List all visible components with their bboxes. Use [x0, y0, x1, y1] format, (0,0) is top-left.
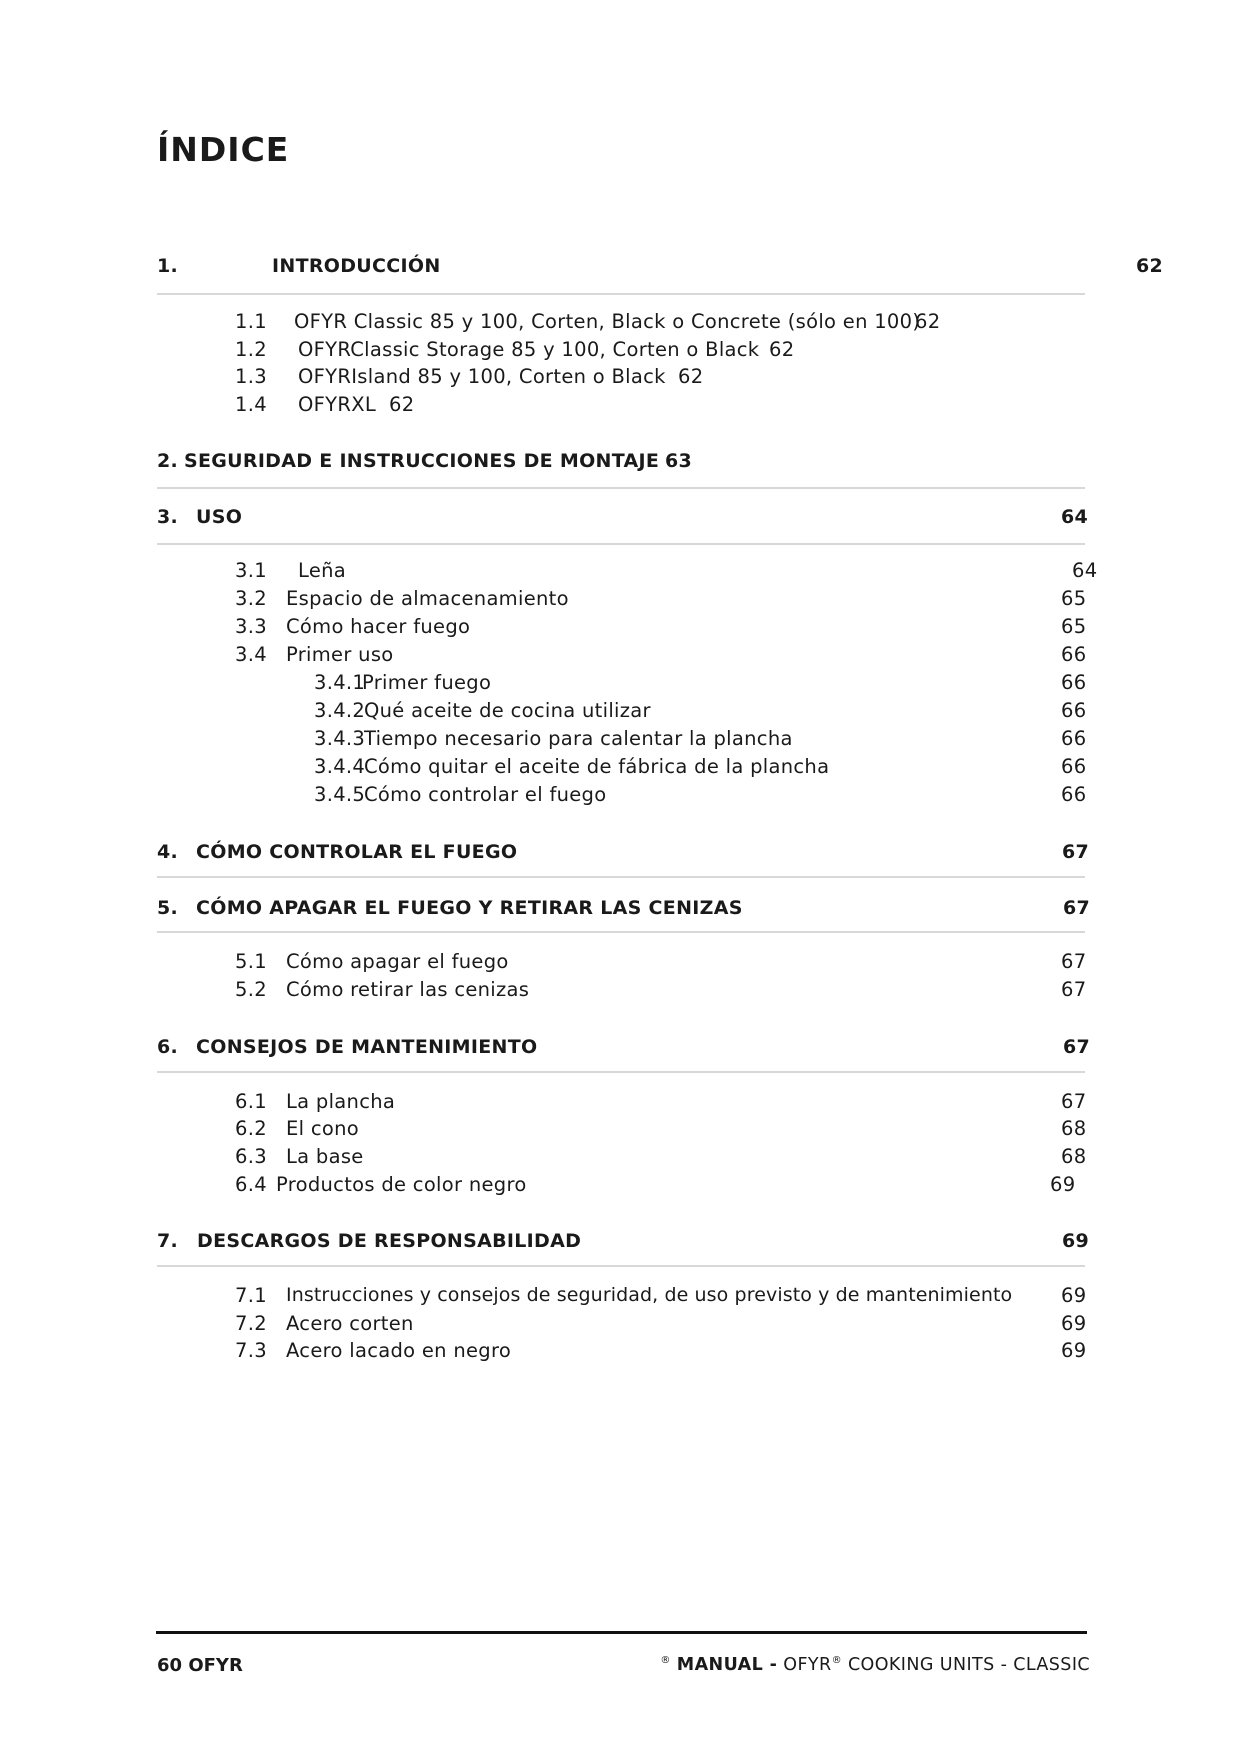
subsection-number: 3.4.5 — [314, 783, 366, 806]
footer-page-label: 60 OFYR — [157, 1655, 243, 1676]
subsection-title[interactable]: Cómo quitar el aceite de fábrica de la plancha — [364, 755, 830, 778]
subsection-page: 65 — [1061, 587, 1087, 610]
subsection-page: 66 — [1061, 671, 1087, 694]
subsection-title[interactable]: Primer uso — [286, 643, 394, 666]
subsection-page: 69 — [1061, 1312, 1087, 1335]
footer-manual: MANUAL - — [676, 1655, 778, 1675]
subsection-number: 5.2 — [235, 978, 267, 1001]
section-page: 64 — [1061, 506, 1089, 528]
subsection-number: 7.1 — [235, 1284, 267, 1307]
section-page: 63 — [665, 450, 693, 472]
divider — [157, 487, 1085, 489]
subsection-page: 68 — [1061, 1117, 1087, 1140]
divider — [157, 876, 1085, 878]
divider — [157, 1071, 1085, 1073]
subsection-page: 66 — [1061, 643, 1087, 666]
subsection-number: 3.4.3 — [314, 727, 366, 750]
section-number: 7. — [157, 1230, 179, 1252]
subsection-title[interactable]: Cómo controlar el fuego — [364, 783, 607, 806]
footer-divider — [156, 1631, 1087, 1634]
subsection-page: 69 — [1061, 1284, 1087, 1307]
divider — [157, 931, 1085, 933]
section-title[interactable]: DESCARGOS DE RESPONSABILIDAD — [197, 1230, 582, 1252]
subsection-page: 67 — [1061, 1090, 1087, 1113]
section-page: 69 — [1062, 1230, 1090, 1252]
subsection-title[interactable]: Productos de color negro — [276, 1173, 527, 1196]
subsection-number: 6.2 — [235, 1117, 267, 1140]
subsection-title[interactable]: Instrucciones y consejos de seguridad, de uso previsto y de mantenimiento — [286, 1284, 1013, 1306]
subsection-page: 68 — [1061, 1145, 1087, 1168]
registered-mark: ® — [660, 1655, 671, 1667]
subsection-page: 69 — [1050, 1173, 1076, 1196]
subsection-title[interactable]: La base — [286, 1145, 364, 1168]
subsection-page: 65 — [1061, 615, 1087, 638]
divider — [157, 293, 1085, 295]
subsection-title[interactable]: Leña — [298, 559, 347, 582]
subsection-page: 62 — [769, 338, 795, 361]
subsection-title[interactable]: OFYRIsland 85 y 100, Corten o Black — [298, 365, 666, 388]
subsection-page: 69 — [1061, 1339, 1087, 1362]
subsection-title[interactable]: Acero lacado en negro — [286, 1339, 512, 1362]
subsection-title[interactable]: Qué aceite de cocina utilizar — [364, 699, 651, 722]
section-number: 4. — [157, 841, 179, 863]
subsection-number: 1.2 — [235, 338, 267, 361]
subsection-number: 5.1 — [235, 950, 267, 973]
section-number: 6. — [157, 1036, 179, 1058]
subsection-page: 66 — [1061, 699, 1087, 722]
section-number: 5. — [157, 897, 179, 919]
subsection-title[interactable]: Cómo retirar las cenizas — [286, 978, 530, 1001]
subsection-number: 3.2 — [235, 587, 267, 610]
subsection-number: 1.1 — [235, 310, 267, 333]
section-title[interactable]: CÓMO CONTROLAR EL FUEGO — [196, 841, 518, 863]
subsection-title[interactable]: La plancha — [286, 1090, 396, 1113]
section-title[interactable]: CÓMO APAGAR EL FUEGO Y RETIRAR LAS CENIZAS — [196, 897, 743, 919]
subsection-number: 7.2 — [235, 1312, 267, 1335]
subsection-title[interactable]: Cómo apagar el fuego — [286, 950, 509, 973]
section-title[interactable]: USO — [196, 506, 243, 528]
subsection-title[interactable]: Primer fuego — [362, 671, 492, 694]
subsection-number: 3.3 — [235, 615, 267, 638]
section-number: 2. — [157, 450, 179, 472]
subsection-number: 3.4 — [235, 643, 267, 666]
subsection-title[interactable]: OFYRXL — [298, 393, 377, 416]
subsection-page: 62 — [389, 393, 415, 416]
subsection-title[interactable]: Tiempo necesario para calentar la plancha — [364, 727, 793, 750]
divider — [157, 543, 1085, 545]
subsection-page: 62 — [915, 310, 941, 333]
subsection-number: 6.3 — [235, 1145, 267, 1168]
section-page: 62 — [1135, 255, 1163, 277]
subsection-number: 7.3 — [235, 1339, 267, 1362]
subsection-page: 66 — [1061, 727, 1087, 750]
subsection-page: 67 — [1061, 978, 1087, 1001]
subsection-title[interactable]: Espacio de almacenamiento — [286, 587, 569, 610]
subsection-number: 1.3 — [235, 365, 267, 388]
section-title[interactable]: INTRODUCCIÓN — [272, 255, 441, 277]
footer-product-rest: COOKING UNITS - CLASSIC — [847, 1655, 1090, 1675]
subsection-number: 3.4.2 — [314, 699, 366, 722]
subsection-page: 66 — [1061, 755, 1087, 778]
footer-product: OFYR — [783, 1655, 832, 1675]
footer-manual-title — [660, 1655, 1090, 1675]
subsection-page: 67 — [1061, 950, 1087, 973]
subsection-page: 66 — [1061, 783, 1087, 806]
section-page: 67 — [1062, 841, 1090, 863]
subsection-number: 1.4 — [235, 393, 267, 416]
subsection-title[interactable]: Cómo hacer fuego — [286, 615, 471, 638]
section-page: 67 — [1063, 1036, 1091, 1058]
divider — [157, 1265, 1085, 1267]
subsection-title[interactable]: OFYRClassic Storage 85 y 100, Corten o Black — [298, 338, 760, 361]
subsection-number: 3.4.4 — [314, 755, 366, 778]
section-title[interactable]: SEGURIDAD E INSTRUCCIONES DE MONTAJE — [184, 450, 660, 472]
subsection-number: 3.1 — [235, 559, 267, 582]
subsection-title[interactable]: OFYR Classic 85 y 100, Corten, Black o Concrete (sólo en 100) — [294, 310, 921, 333]
section-title[interactable]: CONSEJOS DE MANTENIMIENTO — [196, 1036, 538, 1058]
subsection-page: 62 — [678, 365, 704, 388]
section-number: 1. — [157, 255, 179, 277]
page-title: ÍNDICE — [157, 130, 290, 169]
section-number: 3. — [157, 506, 179, 528]
section-page: 67 — [1063, 897, 1091, 919]
subsection-number: 6.4 — [235, 1173, 267, 1196]
subsection-page: 64 — [1072, 559, 1098, 582]
subsection-number: 6.1 — [235, 1090, 267, 1113]
subsection-title[interactable]: Acero corten — [286, 1312, 414, 1335]
registered-mark: ® — [831, 1655, 842, 1667]
subsection-number: 3.4.1 — [314, 671, 366, 694]
subsection-title[interactable]: El cono — [286, 1117, 359, 1140]
